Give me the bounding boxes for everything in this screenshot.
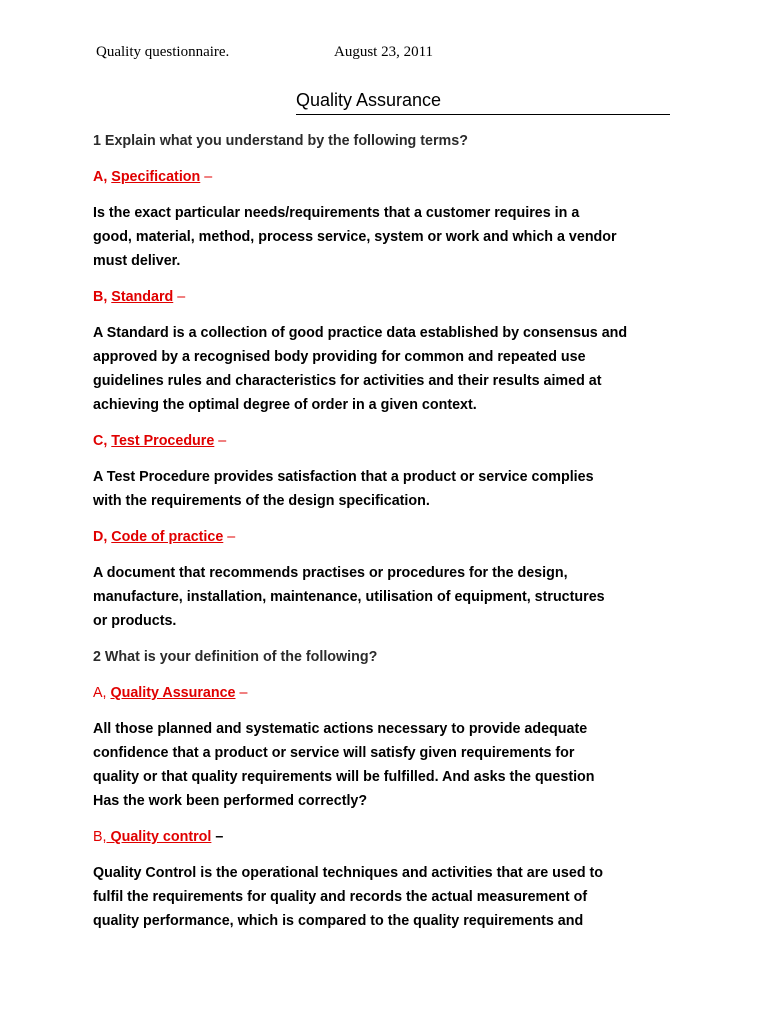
term-standard	[93, 285, 185, 309]
definition-line: A document that recommends practises or procedures for the design,	[93, 565, 568, 581]
term-quality-assurance	[93, 681, 247, 705]
page-title: Quality Assurance	[296, 90, 442, 110]
term-prefix: D,	[93, 529, 112, 545]
term-label: Quality Assurance	[110, 685, 236, 701]
definition-line: A Standard is a collection of good practice data established by consensus and	[93, 325, 628, 341]
definition-line: quality performance, which is compared to the quality requirements and	[93, 913, 584, 929]
term-label: Code of practice	[111, 529, 224, 545]
definition-test-procedure	[93, 465, 693, 513]
term-dash: –	[223, 529, 236, 545]
definition-quality-control	[93, 861, 693, 933]
definition-line: confidence that a product or service will satisfy given requirements for	[93, 745, 575, 761]
definition-line: Is the exact particular needs/requirements that a customer requires in a	[93, 205, 580, 221]
term-dash: –	[214, 433, 227, 449]
term-dash: –	[200, 169, 213, 185]
term-quality-control	[93, 825, 223, 849]
term-prefix: A,	[93, 169, 112, 185]
definition-line: with the requirements of the design specification.	[93, 493, 430, 509]
term-dash: –	[173, 289, 186, 305]
definition-code-of-practice	[93, 561, 693, 633]
question-1: 1 Explain what you understand by the following terms?	[93, 133, 468, 149]
definition-line: Has the work been performed correctly?	[93, 793, 368, 809]
term-dash: –	[211, 829, 224, 845]
definition-line: approved by a recognised body providing for common and repeated use	[93, 349, 586, 365]
definition-line: Quality Control is the operational techniques and activities that are used to	[93, 865, 604, 881]
definition-line: manufacture, installation, maintenance, utilisation of equipment, structures	[93, 589, 605, 605]
term-prefix: B,	[93, 829, 107, 845]
definition-line: A Test Procedure provides satisfaction that a product or service complies	[93, 469, 594, 485]
definition-quality-assurance	[93, 717, 693, 813]
term-prefix: A,	[93, 685, 111, 701]
term-code-of-practice	[93, 525, 235, 549]
definition-line: quality or that quality requirements will be fulfilled. And asks the question	[93, 769, 595, 785]
term-dash: –	[235, 685, 248, 701]
definition-line: good, material, method, process service, system or work and which a vendor	[93, 229, 617, 245]
term-specification	[93, 165, 212, 189]
term-prefix: B,	[93, 289, 112, 305]
term-label: Quality control	[106, 829, 212, 845]
term-label: Specification	[111, 169, 201, 185]
definition-line: achieving the optimal degree of order in a given context.	[93, 397, 477, 413]
definition-specification	[93, 201, 693, 273]
term-prefix: C,	[93, 433, 112, 449]
definition-line: must deliver.	[93, 253, 181, 269]
definition-line: or products.	[93, 613, 177, 629]
header-date: August 23, 2011	[334, 44, 434, 60]
title-underline	[296, 90, 670, 115]
term-label: Standard	[111, 289, 174, 305]
definition-standard	[93, 321, 693, 417]
term-test-procedure	[93, 429, 226, 453]
definition-line: guidelines rules and characteristics for activities and their results aimed at	[93, 373, 602, 389]
term-label: Test Procedure	[111, 433, 215, 449]
definition-line: fulfil the requirements for quality and records the actual measurement of	[93, 889, 588, 905]
header-doc-name: Quality questionnaire.	[96, 44, 230, 60]
definition-line: All those planned and systematic actions necessary to provide adequate	[93, 721, 588, 737]
question-2: 2 What is your definition of the following?	[93, 649, 378, 665]
